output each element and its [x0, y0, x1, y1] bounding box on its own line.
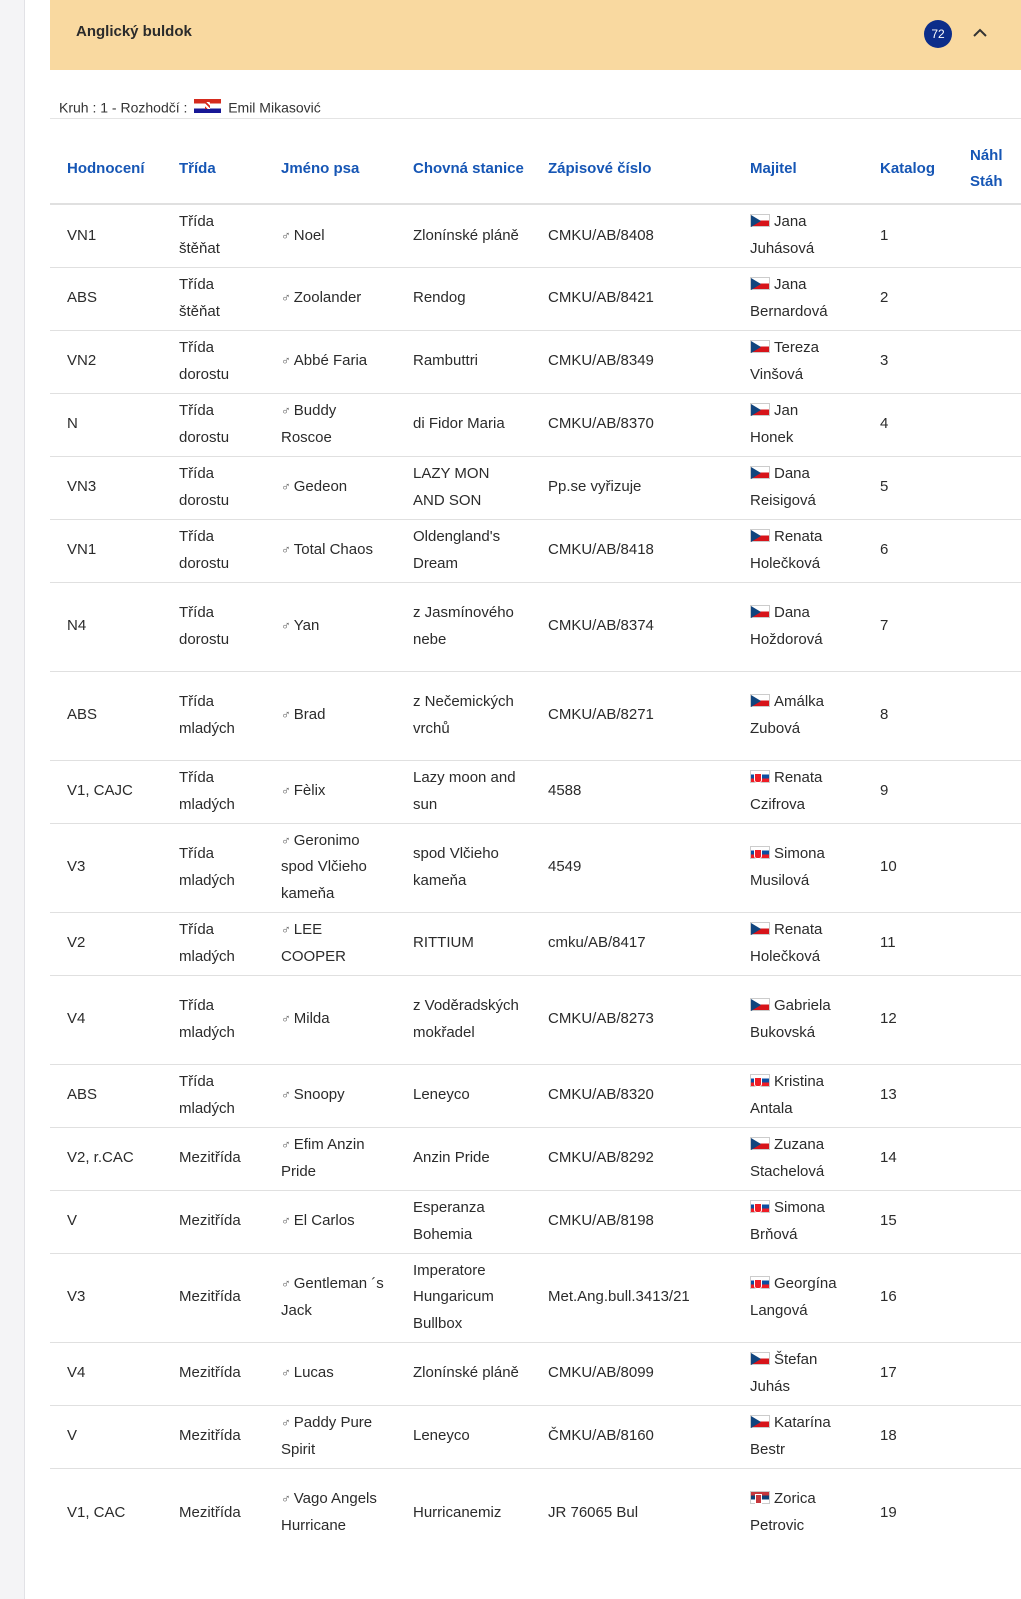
- cell-registration: cmku/AB/8417: [531, 912, 733, 975]
- cell-dog-name[interactable]: [264, 1342, 396, 1405]
- cell-catalog: 7: [863, 582, 953, 671]
- dog-name[interactable]: Noel: [293, 226, 325, 244]
- owner-name: Tereza Vinšová: [750, 339, 820, 383]
- table-row[interactable]: [50, 1127, 1021, 1190]
- cell-dog-name[interactable]: [264, 582, 396, 671]
- table-row[interactable]: [50, 1468, 1021, 1557]
- cell-class: Třída dorostu: [162, 393, 264, 456]
- cell-catalog: 1: [863, 204, 953, 267]
- judge-name: Emil Mikasović: [228, 99, 321, 116]
- cell-owner: [733, 1190, 863, 1253]
- header-rating[interactable]: Hodnocení: [67, 160, 145, 177]
- table-row[interactable]: [50, 204, 1021, 267]
- dog-name[interactable]: Buddy Roscoe: [281, 402, 337, 446]
- czech-flag-icon: [750, 214, 770, 227]
- owner-name: Renata Holečková: [750, 921, 823, 965]
- cell-kennel: Lazy moon and sun: [396, 760, 531, 823]
- cell-class: Mezitřída: [162, 1405, 264, 1468]
- cell-rating: VN1: [50, 519, 162, 582]
- cell-catalog: 9: [863, 760, 953, 823]
- cell-rating: V4: [50, 1342, 162, 1405]
- slovak-flag-icon: [750, 1200, 770, 1213]
- cell-dog-name[interactable]: [264, 912, 396, 975]
- cell-owner: [733, 582, 863, 671]
- cell-catalog: 18: [863, 1405, 953, 1468]
- dog-name[interactable]: Yan: [293, 617, 320, 635]
- cell-catalog: 19: [863, 1468, 953, 1557]
- owner-name: Štefan Juhás: [750, 1351, 818, 1395]
- cell-class: Třída dorostu: [162, 582, 264, 671]
- cell-kennel: Imperatore Hungaricum Bullbox: [396, 1253, 531, 1342]
- cell-withdrawn: [953, 975, 1021, 1064]
- cell-registration: CMKU/AB/8099: [531, 1342, 733, 1405]
- cell-registration: 4549: [531, 823, 733, 912]
- male-icon: ♂: [281, 1491, 291, 1507]
- cell-dog-name[interactable]: [264, 1190, 396, 1253]
- cell-kennel: spod Vlčieho kameňa: [396, 823, 531, 912]
- cell-withdrawn: [953, 1253, 1021, 1342]
- cell-rating: V: [50, 1190, 162, 1253]
- owner-name: Renata Czifrova: [750, 769, 823, 813]
- cell-kennel: z Jasmínového nebe: [396, 582, 531, 671]
- cell-rating: V1, CAJC: [50, 760, 162, 823]
- cell-catalog: 8: [863, 671, 953, 760]
- cell-rating: V: [50, 1405, 162, 1468]
- cell-registration: CMKU/AB/8292: [531, 1127, 733, 1190]
- cell-withdrawn: [953, 582, 1021, 671]
- cell-kennel: LAZY MON AND SON: [396, 456, 531, 519]
- male-icon: ♂: [281, 290, 291, 306]
- cell-catalog: 3: [863, 330, 953, 393]
- male-icon: ♂: [281, 542, 291, 558]
- cell-rating: VN2: [50, 330, 162, 393]
- czech-flag-icon: [750, 466, 770, 479]
- cell-dog-name[interactable]: [264, 456, 396, 519]
- cell-owner: [733, 1342, 863, 1405]
- table-row[interactable]: [50, 823, 1021, 912]
- cell-withdrawn: [953, 330, 1021, 393]
- cell-withdrawn: [953, 456, 1021, 519]
- dog-name[interactable]: El Carlos: [293, 1212, 355, 1230]
- table-body: [50, 204, 1021, 1557]
- dog-name[interactable]: Paddy Pure Spirit: [281, 1414, 373, 1458]
- cell-class: Třída dorostu: [162, 519, 264, 582]
- cell-kennel: Leneyco: [396, 1064, 531, 1127]
- cell-owner: [733, 519, 863, 582]
- cell-catalog: 15: [863, 1190, 953, 1253]
- cell-rating: V4: [50, 975, 162, 1064]
- cell-kennel: Leneyco: [396, 1405, 531, 1468]
- cell-dog-name[interactable]: [264, 975, 396, 1064]
- table-row[interactable]: [50, 671, 1021, 760]
- cell-kennel: Hurricanemiz: [396, 1468, 531, 1557]
- cell-catalog: 6: [863, 519, 953, 582]
- cell-withdrawn: [953, 267, 1021, 330]
- cell-catalog: 14: [863, 1127, 953, 1190]
- cell-withdrawn: [953, 912, 1021, 975]
- table-row[interactable]: [50, 760, 1021, 823]
- cell-withdrawn: [953, 393, 1021, 456]
- cell-dog-name[interactable]: [264, 1064, 396, 1127]
- cell-registration: CMKU/AB/8408: [531, 204, 733, 267]
- cell-owner: [733, 1064, 863, 1127]
- cell-owner: [733, 1253, 863, 1342]
- cell-owner: [733, 912, 863, 975]
- slovak-flag-icon: [750, 1074, 770, 1087]
- owner-name: Dana Hoždorová: [750, 604, 823, 648]
- male-icon: ♂: [281, 922, 291, 937]
- cell-owner: [733, 1127, 863, 1190]
- owner-name: Jana Juhásová: [750, 213, 815, 257]
- cell-class: Mezitřída: [162, 1190, 264, 1253]
- entry-count-badge: 72: [924, 20, 952, 48]
- cell-class: Třída mladých: [162, 975, 264, 1064]
- table-row[interactable]: [50, 456, 1021, 519]
- cell-rating: V1, CAC: [50, 1468, 162, 1557]
- header-owner[interactable]: Majitel: [750, 160, 797, 177]
- cell-dog-name[interactable]: [264, 1405, 396, 1468]
- male-icon: ♂: [281, 479, 291, 495]
- male-icon: ♂: [281, 832, 291, 848]
- male-icon: ♂: [281, 1137, 291, 1152]
- czech-flag-icon: [750, 529, 770, 542]
- cell-owner: [733, 456, 863, 519]
- owner-name: Gabriela Bukovská: [750, 997, 831, 1041]
- owner-name: Zuzana Stachelová: [750, 1136, 825, 1180]
- cell-withdrawn: [953, 1127, 1021, 1190]
- cell-registration: JR 76065 Bul: [531, 1468, 733, 1557]
- table-row[interactable]: [50, 330, 1021, 393]
- cell-kennel: z Voděradských mokřadel: [396, 975, 531, 1064]
- table-header-row: [50, 135, 1021, 204]
- cell-class: Mezitřída: [162, 1342, 264, 1405]
- cell-dog-name[interactable]: [264, 1468, 396, 1557]
- cell-class: Třída štěňat: [162, 204, 264, 267]
- table-row[interactable]: [50, 1190, 1021, 1253]
- dog-name[interactable]: Total Chaos: [293, 541, 373, 559]
- cell-owner: [733, 204, 863, 267]
- cell-withdrawn: [953, 1064, 1021, 1127]
- cell-kennel: Rambuttri: [396, 330, 531, 393]
- owner-name: Renata Holečková: [750, 528, 823, 572]
- cell-dog-name[interactable]: [264, 1127, 396, 1190]
- owner-name: Georgína Langová: [750, 1275, 837, 1319]
- male-icon: ♂: [281, 783, 291, 799]
- cell-catalog: 10: [863, 823, 953, 912]
- cell-rating: VN1: [50, 204, 162, 267]
- chevron-up-icon[interactable]: [972, 26, 988, 40]
- cell-kennel: z Nečemických vrchů: [396, 671, 531, 760]
- cell-owner: [733, 330, 863, 393]
- cell-withdrawn: [953, 760, 1021, 823]
- croatia-flag-icon: [194, 99, 221, 113]
- cell-class: Třída mladých: [162, 1064, 264, 1127]
- cell-dog-name[interactable]: [264, 393, 396, 456]
- cell-owner: [733, 760, 863, 823]
- male-icon: ♂: [281, 618, 291, 634]
- table-row[interactable]: [50, 912, 1021, 975]
- czech-flag-icon: [750, 694, 770, 707]
- czech-flag-icon: [750, 1415, 770, 1428]
- cell-owner: [733, 671, 863, 760]
- table-row[interactable]: [50, 519, 1021, 582]
- serbian-flag-icon: [750, 1491, 770, 1504]
- cell-owner: [733, 1405, 863, 1468]
- czech-flag-icon: [750, 403, 770, 416]
- header-dog-name[interactable]: Jméno psa: [281, 160, 360, 177]
- cell-class: Třída mladých: [162, 671, 264, 760]
- table-row[interactable]: [50, 1405, 1021, 1468]
- cell-rating: VN3: [50, 456, 162, 519]
- cell-withdrawn: [953, 823, 1021, 912]
- slovak-flag-icon: [750, 770, 770, 783]
- cell-registration: CMKU/AB/8370: [531, 393, 733, 456]
- cell-kennel: Anzin Pride: [396, 1127, 531, 1190]
- slovak-flag-icon: [750, 846, 770, 859]
- male-icon: ♂: [281, 353, 291, 369]
- cell-registration: Pp.se vyřizuje: [531, 456, 733, 519]
- cell-dog-name[interactable]: [264, 330, 396, 393]
- divider: [50, 118, 1021, 119]
- slovak-flag-icon: [750, 1276, 770, 1289]
- cell-class: Třída dorostu: [162, 456, 264, 519]
- male-icon: ♂: [281, 403, 291, 418]
- cell-withdrawn: [953, 519, 1021, 582]
- header-kennel[interactable]: Chovná stanice: [413, 160, 524, 177]
- header-catalog[interactable]: Katalog: [880, 160, 936, 177]
- dog-name[interactable]: Fèlix: [293, 782, 326, 800]
- cell-withdrawn: [953, 1405, 1021, 1468]
- cell-owner: [733, 823, 863, 912]
- table-row[interactable]: [50, 1342, 1021, 1405]
- cell-owner: [733, 267, 863, 330]
- dog-name[interactable]: Milda: [293, 1010, 330, 1028]
- cell-catalog: 12: [863, 975, 953, 1064]
- czech-flag-icon: [750, 998, 770, 1011]
- czech-flag-icon: [750, 922, 770, 935]
- cell-rating: V2, r.CAC: [50, 1127, 162, 1190]
- male-icon: ♂: [281, 1365, 291, 1381]
- dog-name[interactable]: Geronimo spod Vlčieho kameňa: [281, 831, 367, 902]
- cell-registration: ČMKU/AB/8160: [531, 1405, 733, 1468]
- cell-catalog: 4: [863, 393, 953, 456]
- cell-registration: CMKU/AB/8273: [531, 975, 733, 1064]
- ring-info: [59, 98, 321, 115]
- dog-name[interactable]: Vago Angels Hurricane: [281, 1490, 377, 1534]
- cell-dog-name[interactable]: [264, 760, 396, 823]
- cell-rating: V3: [50, 823, 162, 912]
- owner-name: Simona Musilová: [750, 845, 825, 889]
- cell-rating: V3: [50, 1253, 162, 1342]
- male-icon: ♂: [281, 1087, 291, 1103]
- header-class[interactable]: Třída: [179, 160, 216, 177]
- cell-class: Mezitřída: [162, 1127, 264, 1190]
- cell-rating: N4: [50, 582, 162, 671]
- owner-name: Zorica Petrovic: [750, 1490, 816, 1534]
- cell-kennel: Zlonínské pláně: [396, 204, 531, 267]
- cell-catalog: 11: [863, 912, 953, 975]
- cell-registration: Met.Ang.bull.3413/21: [531, 1253, 733, 1342]
- dog-name[interactable]: Zoolander: [293, 289, 362, 307]
- cell-kennel: RITTIUM: [396, 912, 531, 975]
- cell-kennel: di Fidor Maria: [396, 393, 531, 456]
- cell-withdrawn: [953, 1342, 1021, 1405]
- dog-name[interactable]: Efim Anzin Pride: [281, 1136, 365, 1180]
- cell-catalog: 5: [863, 456, 953, 519]
- owner-name: Dana Reisigová: [750, 465, 816, 509]
- results-table: [50, 135, 1021, 1557]
- cell-withdrawn: [953, 1468, 1021, 1557]
- male-icon: ♂: [281, 1011, 291, 1027]
- panel-title: Anglický buldok: [76, 23, 192, 40]
- cell-class: Třída dorostu: [162, 330, 264, 393]
- czech-flag-icon: [750, 340, 770, 353]
- cell-withdrawn: [953, 1190, 1021, 1253]
- czech-flag-icon: [750, 1352, 770, 1365]
- cell-registration: 4588: [531, 760, 733, 823]
- cell-class: Třída štěňat: [162, 267, 264, 330]
- cell-class: Třída mladých: [162, 760, 264, 823]
- breed-panel-header[interactable]: [50, 0, 1021, 70]
- cell-kennel: Rendog: [396, 267, 531, 330]
- cell-owner: [733, 393, 863, 456]
- cell-owner: [733, 1468, 863, 1557]
- table-row[interactable]: [50, 393, 1021, 456]
- male-icon: ♂: [281, 227, 291, 243]
- owner-name: Simona Brňová: [750, 1199, 825, 1243]
- dog-name[interactable]: Gentleman ´s Jack: [281, 1275, 384, 1319]
- cell-dog-name[interactable]: [264, 1253, 396, 1342]
- male-icon: ♂: [281, 1276, 291, 1291]
- table-row[interactable]: [50, 1253, 1021, 1342]
- czech-flag-icon: [750, 605, 770, 618]
- header-registration[interactable]: Zápisové číslo: [548, 160, 652, 177]
- ring-label: Kruh : 1 - Rozhodčí :: [59, 99, 188, 116]
- cell-class: Mezitřída: [162, 1468, 264, 1557]
- male-icon: ♂: [281, 707, 291, 723]
- cell-rating: ABS: [50, 267, 162, 330]
- table-row[interactable]: [50, 975, 1021, 1064]
- cell-class: Mezitřída: [162, 1253, 264, 1342]
- table-row[interactable]: [50, 1064, 1021, 1127]
- cell-registration: CMKU/AB/8421: [531, 267, 733, 330]
- cell-rating: ABS: [50, 1064, 162, 1127]
- cell-withdrawn: [953, 204, 1021, 267]
- dog-name[interactable]: Abbé Faria: [293, 352, 368, 370]
- cell-kennel: Esperanza Bohemia: [396, 1190, 531, 1253]
- owner-name: Kristina Antala: [750, 1073, 825, 1117]
- dog-name[interactable]: Brad: [293, 706, 326, 724]
- czech-flag-icon: [750, 1137, 770, 1150]
- dog-name[interactable]: LEE COOPER: [281, 921, 347, 965]
- owner-name: Amálka Zubová: [750, 693, 825, 737]
- cell-kennel: Zlonínské pláně: [396, 1342, 531, 1405]
- cell-dog-name[interactable]: [264, 267, 396, 330]
- cell-catalog: 16: [863, 1253, 953, 1342]
- cell-registration: CMKU/AB/8349: [531, 330, 733, 393]
- cell-catalog: 17: [863, 1342, 953, 1405]
- cell-registration: CMKU/AB/8198: [531, 1190, 733, 1253]
- male-icon: ♂: [281, 1415, 291, 1430]
- left-gutter: [0, 0, 25, 1599]
- cell-registration: CMKU/AB/8374: [531, 582, 733, 671]
- cell-dog-name[interactable]: [264, 823, 396, 912]
- cell-registration: CMKU/AB/8320: [531, 1064, 733, 1127]
- male-icon: ♂: [281, 1213, 291, 1229]
- cell-class: Třída mladých: [162, 912, 264, 975]
- cell-registration: CMKU/AB/8418: [531, 519, 733, 582]
- cell-catalog: 2: [863, 267, 953, 330]
- cell-registration: CMKU/AB/8271: [531, 671, 733, 760]
- table-row[interactable]: [50, 582, 1021, 671]
- owner-name: Jan Honek: [750, 402, 799, 446]
- dog-name[interactable]: Gedeon: [293, 478, 348, 496]
- dog-name[interactable]: Snoopy: [293, 1086, 345, 1104]
- cell-owner: [733, 975, 863, 1064]
- cell-kennel: Oldengland's Dream: [396, 519, 531, 582]
- cell-catalog: 13: [863, 1064, 953, 1127]
- cell-dog-name[interactable]: [264, 204, 396, 267]
- cell-dog-name[interactable]: [264, 671, 396, 760]
- owner-name: Jana Bernardová: [750, 276, 828, 320]
- cell-withdrawn: [953, 671, 1021, 760]
- cell-dog-name[interactable]: [264, 519, 396, 582]
- table-row[interactable]: [50, 267, 1021, 330]
- header-withdrawn[interactable]: Náhl Stáh: [970, 147, 1003, 190]
- czech-flag-icon: [750, 277, 770, 290]
- cell-rating: V2: [50, 912, 162, 975]
- dog-name[interactable]: Lucas: [293, 1364, 334, 1382]
- cell-rating: N: [50, 393, 162, 456]
- owner-name: Katarína Bestr: [750, 1414, 831, 1458]
- cell-rating: ABS: [50, 671, 162, 760]
- cell-class: Třída mladých: [162, 823, 264, 912]
